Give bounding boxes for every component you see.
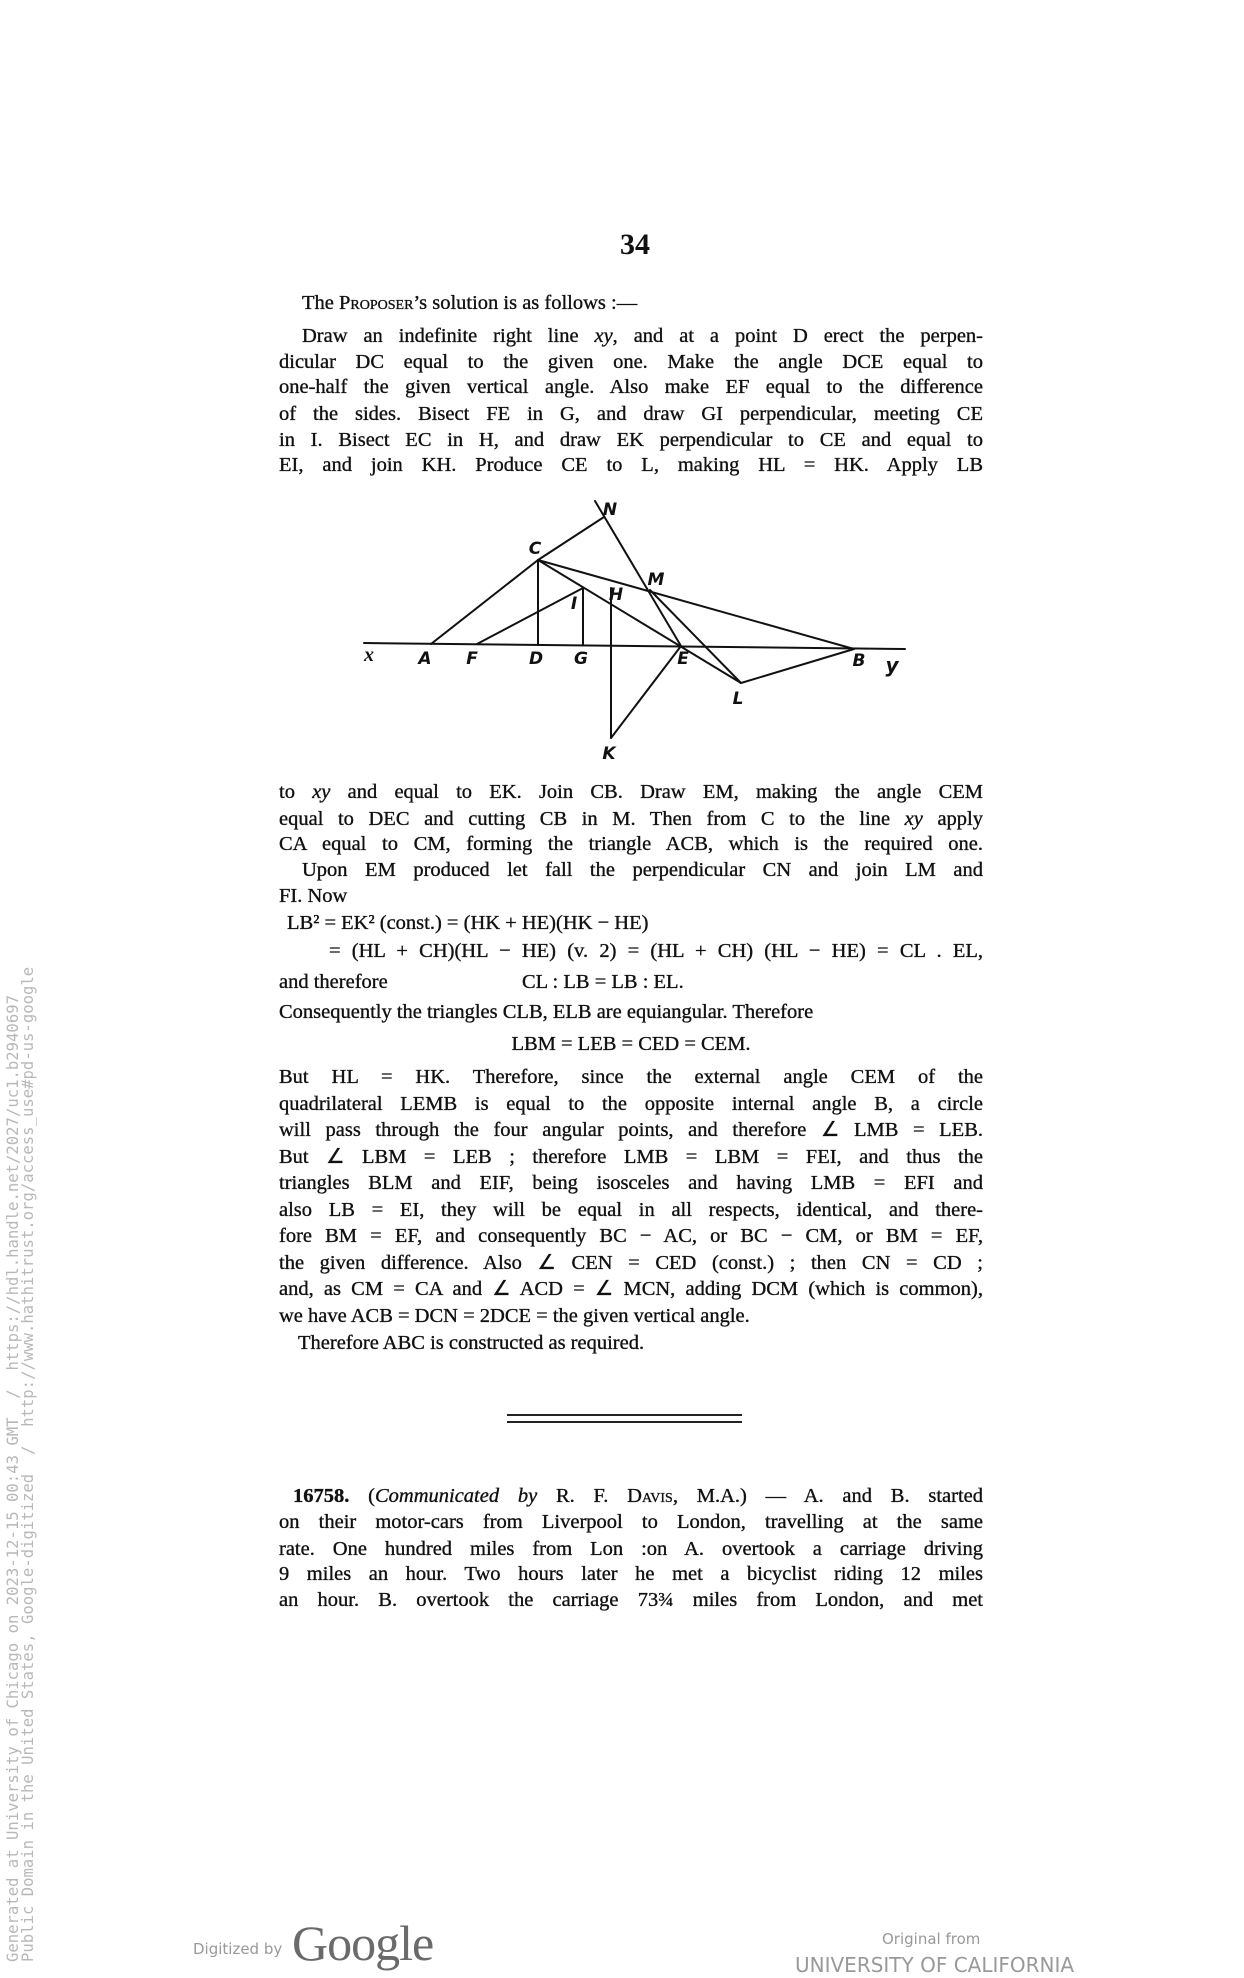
text-segment: quadrilateral LEMB is equal to the opposite internal angle B, a circle	[279, 1093, 983, 1115]
label-b: B	[852, 651, 866, 671]
text-segment: , M.A.) — A. and B. started	[672, 1485, 983, 1507]
text-segment: and, as CM = CA and ∠ ACD = ∠ MCN, adding DCM (which is common),	[279, 1278, 983, 1300]
text-segment: xy	[312, 781, 331, 803]
label-c: C	[528, 539, 542, 559]
text-segment: an hour. B. overtook the carriage 73¾ miles from London, and met	[279, 1589, 983, 1611]
text-segment: LBM = LEB = CED = CEM.	[511, 1033, 751, 1055]
text-segment: on their motor-cars from Liverpool to London, travelling at the same	[279, 1511, 983, 1533]
text-segment: Proposer	[339, 292, 414, 314]
line-en	[595, 501, 681, 646]
label-m: M	[647, 570, 665, 590]
digitized-by-label: Digitized by	[193, 1940, 283, 1958]
text-segment: ’s solution is as follows :—	[413, 292, 638, 314]
line-ca	[431, 560, 538, 644]
page-number: 34	[620, 228, 650, 261]
text-segment: and therefore	[279, 971, 388, 993]
label-a: A	[418, 649, 432, 669]
text-segment: FI. Now	[279, 885, 348, 907]
text-segment: fore BM = EF, and consequently BC − AC, or BC − CM, or BM = EF,	[279, 1225, 983, 1247]
divider-rule-top	[507, 1414, 742, 1416]
original-from-label: Original from	[882, 1930, 981, 1948]
watermark-line-2: Public Domain in the United States, Google-digitized / http://www.hathitrust.org/access_use#pd-us-google	[19, 966, 37, 1962]
text-segment: = (HL + CH)(HL − HE) (v. 2) = (HL + CH) (HL − HE) = CL . EL,	[329, 940, 983, 962]
text-segment: triangles BLM and EIF, being isosceles and having LMB = EFI and	[279, 1172, 983, 1194]
text-segment: will pass through the four angular points, and therefore ∠ LMB = LEB.	[279, 1119, 983, 1141]
text-segment: LB² = EK² (const.) = (HK + HE)(HK − HE)	[287, 912, 649, 934]
text-segment: But HL = HK. Therefore, since the external angle CEM of the	[279, 1066, 983, 1088]
text-segment: Therefore ABC is constructed as required.	[298, 1332, 645, 1354]
text-segment: Communicated by	[374, 1485, 538, 1507]
text-segment: 9 miles an hour. Two hours later he met a bicyclist riding 12 miles	[279, 1563, 983, 1585]
text-segment: dicular DC equal to the given one. Make the angle DCE equal to	[279, 351, 983, 373]
text-segment: we have ACB = DCN = 2DCE = the given vertical angle.	[279, 1305, 750, 1327]
text-segment: , and at a point D erect the perpen-	[612, 325, 983, 347]
text-segment: of the sides. Bisect FE in G, and draw GI perpendicular, meeting CE	[279, 403, 983, 425]
label-d: D	[528, 649, 544, 669]
label-e: E	[677, 649, 689, 669]
label-l: L	[732, 689, 744, 709]
label-n: N	[602, 500, 618, 520]
text-segment: Draw an indefinite right line	[302, 325, 595, 347]
label-h: H	[608, 585, 624, 605]
label-y: y	[885, 653, 899, 677]
text-segment: also LB = EI, they will be equal in all respects, identical, and there-	[279, 1199, 983, 1221]
text-segment: in I. Bisect EC in H, and draw EK perpendicular to CE and equal to	[279, 429, 983, 451]
text-segment: 16758.	[293, 1485, 350, 1507]
text-segment: Davis	[627, 1485, 673, 1507]
label-i: I	[570, 594, 578, 614]
text-segment: to	[279, 781, 313, 803]
text-segment: xy	[594, 325, 613, 347]
google-logo: Google	[292, 1915, 434, 1971]
text-segment: The	[302, 292, 339, 314]
text-segment: CL : LB = LB : EL.	[522, 971, 684, 993]
text-segment: (	[349, 1485, 375, 1507]
text-segment: and equal to EK. Join CB. Draw EM, making the angle CEM	[330, 781, 983, 803]
label-g: G	[574, 649, 588, 669]
line-lb	[741, 649, 854, 683]
label-x: x	[364, 644, 374, 666]
divider-rule-bottom	[507, 1421, 742, 1423]
text-segment: one-half the given vertical angle. Also make EF equal to the difference	[279, 376, 983, 398]
text-segment: rate. One hundred miles from Lon :on A. overtook a carriage driving	[279, 1538, 983, 1560]
line-xy	[364, 643, 905, 649]
text-segment: R. F.	[537, 1485, 628, 1507]
text-segment: the given difference. Also ∠ CEN = CED (const.) ; then CN = CD ;	[279, 1252, 983, 1274]
text-segment: EI, and join KH. Produce CE to L, making HL = HK. Apply LB	[279, 454, 983, 476]
institution-label: UNIVERSITY OF CALIFORNIA	[795, 1953, 1075, 1977]
text-segment: equal to DEC and cutting CB in M. Then from C to the line	[279, 808, 905, 830]
text-segment: xy	[904, 808, 923, 830]
label-f: F	[466, 649, 478, 669]
line-cn	[538, 517, 604, 560]
line-ke	[611, 646, 681, 738]
text-segment: apply	[922, 808, 983, 830]
label-k: K	[602, 744, 616, 764]
text-segment: Consequently the triangles CLB, ELB are equiangular. Therefore	[279, 1001, 814, 1023]
text-segment: CA equal to CM, forming the triangle ACB, which is the required one.	[279, 833, 983, 855]
text-segment: But ∠ LBM = LEB ; therefore LMB = LBM = FEI, and thus the	[279, 1146, 983, 1168]
watermark-line-1: Generated at University of Chicago on 2023-12-15 00:43 GMT / https://hdl.handle.net/2027/uc1.b2940697	[4, 995, 22, 1962]
line-cel	[538, 560, 741, 683]
text-segment: Upon EM produced let fall the perpendicular CN and join LM and	[302, 859, 983, 881]
